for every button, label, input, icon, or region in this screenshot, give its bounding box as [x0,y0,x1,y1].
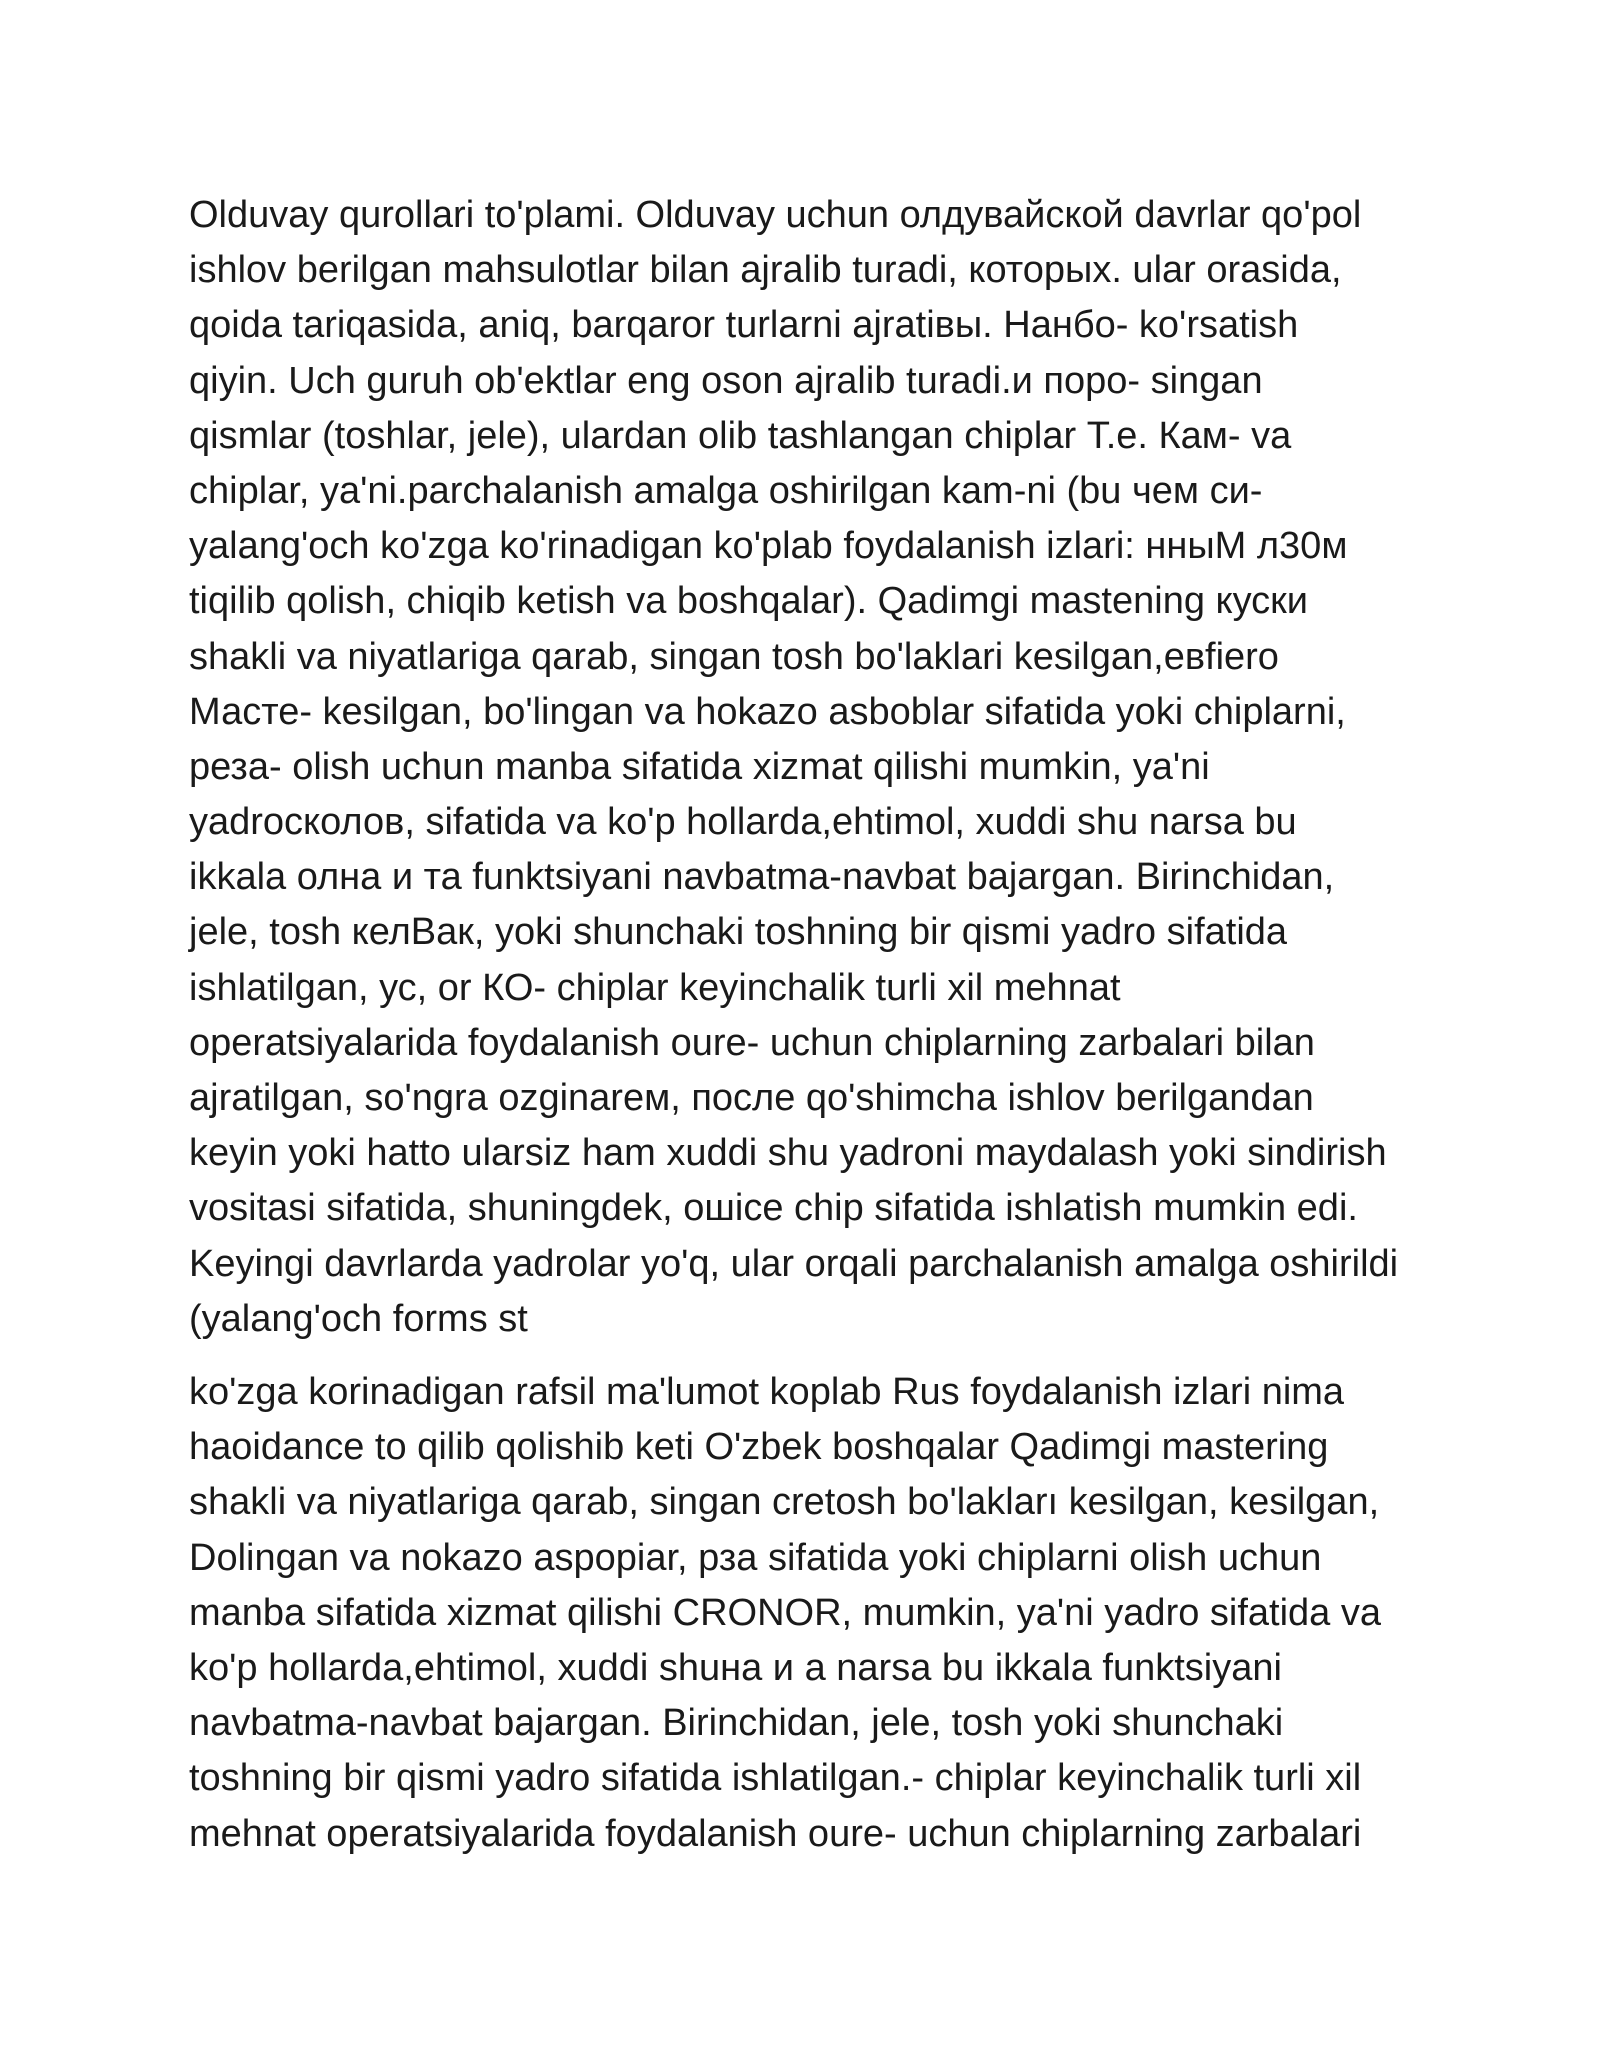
text-line: vositasi sifatida, shuningdek, ошiсе chip sifatida ishlatish mumkin edi. [189,1187,1358,1230]
text-line: qiyin. Uch guruh ob'ektlar eng oson ajralib turadi.и поро- singan [189,359,1263,402]
text-line: yalang'och ko'zga ko'rinadigan ko'plab foydalanish izlari: нныМ л30м [189,525,1348,568]
text-line: реза- olish uchun manba sifatida xizmat qilishi mumkin, ya'ni [189,745,1210,788]
paragraph-1 [189,188,1489,1347]
text-line: qoida tariqasida, aniq, barqaror turlarni ajratiвы. Нанбо- ko'rsatish [189,304,1299,347]
text-line: Olduvay qurollari to'plami. Olduvay uchun олдувайской davrlar qo'pol [189,194,1362,236]
text-line: toshning bir qismi yadro sifatida ishlatilgan.- chiplar keyinchalik turli xil [189,1757,1362,1800]
text-line: operatsiyalarida foydalanish oure- uchun chiplarning zarbalari bilan [189,1021,1315,1064]
text-line: shakli va niyatlariga qarab, singan cretosh bo'lakları kesilgan, kesilgan, [189,1481,1380,1524]
text-line: ishlatilgan, ус, or КО- chiplar keyinchalik turli xil mehnat [189,966,1121,1009]
text-line: haoidance to qilib qolishib keti O'zbek boshqalar Qadimgi mastering [189,1426,1329,1469]
text-line: ikkala олна и та funktsiyani navbatma-navbat bajargan. Birinchidan, [189,856,1335,899]
text-line: ko'p hollarda,ehtimol, xuddi shuна и а narsa bu ikkala funktsiyani [189,1646,1282,1689]
text-line: jele, tosh келВак, yoki shunchaki toshning bir qismi yadro sifatida [189,911,1288,954]
text-line: shakli va niyatlariga qarab, singan tosh bo'laklari kesilgan,евfiero [189,635,1279,678]
text-line: keyin yoki hatto ularsiz ham xuddi shu yadroni maydalash yoki sindirish [189,1132,1387,1175]
text-line: (yalang'och forms st [189,1297,528,1340]
text-line: chiplar, ya'ni.parchalanish amalga oshirilgan kam-ni (bu чем си- [189,469,1263,512]
text-line: yadrосколов, sifatida va ko'p hollarda,ehtimol, xuddi shu narsa bu [189,801,1297,844]
text-line: ajratilgan, so'ngra ozginarем, после qo'shimcha ishlov berilgandan [189,1077,1314,1119]
text-line: ko'zga korinadigan rafsil ma'lumot koplab Rus foydalanish izlari nima [189,1371,1345,1413]
text-line: mehnat operatsiyalarida foydalanish oure- uchun chiplarning zarbalari [189,1812,1362,1855]
text-line: Dolingan va nokazo aspopiar, рза sifatida yoki chiplarni olish uchun [189,1536,1322,1579]
text-line: navbatma-navbat bajargan. Birinchidan, jele, tosh yoki shunchaki [189,1702,1284,1745]
text-line: ishlov berilgan mahsulotlar bilan ajralib turadi, которых. ular orasida, [189,249,1342,292]
text-line: Масте- kesilgan, bo'lingan va hokazo asboblar sifatida yoki chiplarni, [189,690,1346,733]
text-line: tiqilib qolish, chiqib ketish va boshqalar). Qadimgi mastening куски [189,580,1308,623]
paragraph-2 [189,1365,1489,1862]
text-line: manba sifatida xizmat qilishi CRONOR, mumkin, ya'ni yadro sifatida va [189,1591,1382,1634]
text-line: Keyingi davrlarda yadrolar yo'q, ular orqali parchalanish amalga oshirildi [189,1242,1399,1285]
text-line: qismlar (toshlar, jele), ulardan olib tashlangan chiplar Т.е. Кам- va [189,414,1292,457]
